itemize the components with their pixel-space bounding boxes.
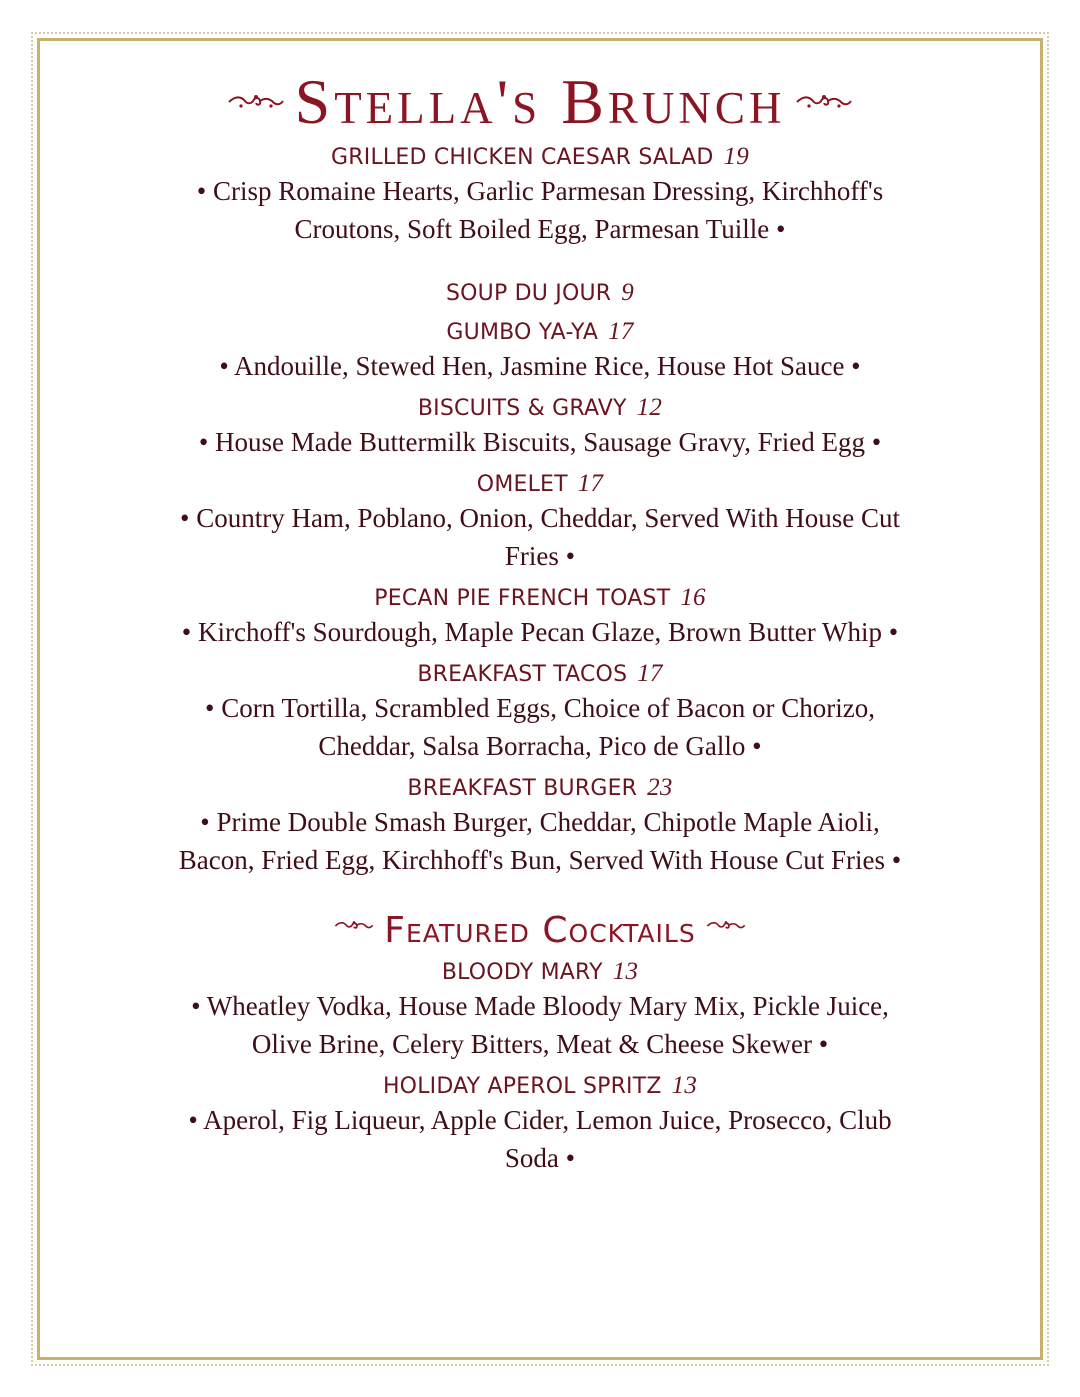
item-description: • Andouille, Stewed Hen, Jasmine Rice, House Hot Sauce • (219, 351, 861, 381)
item-price: 17 (637, 660, 663, 687)
item-heading (40, 583, 1040, 613)
menu-item (40, 393, 1040, 461)
item-heading (40, 142, 1040, 172)
menu-item (40, 317, 1040, 385)
menu-title (40, 62, 1040, 142)
cocktails-heading (40, 905, 1040, 957)
spacer (40, 308, 1040, 317)
item-description: • Crisp Romaine Hearts, Garlic Parmesan Dressing, Kirchhoff's Croutons, Soft Boiled Egg, Parmesan Tuille • (196, 176, 884, 244)
item-heading (40, 659, 1040, 689)
item-name: BLOODY MARY (441, 960, 603, 985)
menu-item (40, 659, 1040, 765)
item-price: 19 (723, 143, 749, 170)
item-description: • Wheatley Vodka, House Made Bloody Mary Mix, Pickle Juice, Olive Brine, Celery Bitters, Meat & Cheese Skewer • (191, 991, 889, 1059)
item-price: 12 (636, 394, 663, 421)
item-name: BREAKFAST TACOS (417, 662, 628, 687)
item-name: GUMBO YA-YA (446, 320, 599, 345)
item-description: • Country Ham, Poblano, Onion, Cheddar, Served With House Cut Fries • (180, 503, 900, 571)
item-description: • Aperol, Fig Liqueur, Apple Cider, Lemon Juice, Prosecco, Club Soda • (188, 1105, 892, 1173)
item-description: • Kirchoff's Sourdough, Maple Pecan Glaze, Brown Butter Whip • (181, 617, 899, 647)
menu-item (40, 278, 1040, 308)
flourish-ornament-icon (334, 919, 374, 933)
spacer (40, 256, 1040, 278)
item-name: PECAN PIE FRENCH TOAST (374, 586, 671, 611)
item-heading (40, 278, 1040, 308)
item-heading (40, 393, 1040, 423)
item-price: 13 (612, 958, 639, 985)
item-name: HOLIDAY APEROL SPRITZ (382, 1074, 662, 1099)
menu-item (40, 469, 1040, 575)
item-price: 13 (671, 1072, 698, 1099)
item-name: BREAKFAST BURGER (407, 776, 638, 801)
item-heading (40, 469, 1040, 499)
item-heading (40, 773, 1040, 803)
item-description: • Corn Tortilla, Scrambled Eggs, Choice of Bacon or Chorizo, Cheddar, Salsa Borracha, Pico de Gallo • (205, 693, 875, 761)
menu-item (40, 1071, 1040, 1177)
menu-item (40, 142, 1040, 248)
flourish-ornament-icon (795, 92, 853, 112)
item-price: 9 (621, 279, 634, 306)
menu-item (40, 583, 1040, 651)
restaurant-name: Stella's Brunch (294, 66, 786, 137)
item-name: OMELET (476, 472, 568, 497)
item-heading (40, 317, 1040, 347)
item-name: SOUP DU JOUR (446, 281, 612, 306)
menu-item (40, 957, 1040, 1063)
menu-item (40, 773, 1040, 879)
section-title: Featured Cocktails (384, 910, 696, 951)
item-price: 23 (647, 774, 673, 801)
item-price: 16 (680, 584, 706, 611)
flourish-ornament-icon (227, 92, 285, 112)
item-price: 17 (577, 470, 604, 497)
menu-page (40, 40, 1040, 1185)
item-name: BISCUITS & GRAVY (417, 396, 627, 421)
flourish-ornament-icon (706, 919, 746, 933)
item-description: • Prime Double Smash Burger, Cheddar, Chipotle Maple Aioli, Bacon, Fried Egg, Kirchhoff's Bun, Served With House Cut Fries • (178, 807, 902, 875)
item-heading (40, 1071, 1040, 1101)
item-price: 17 (608, 318, 634, 345)
item-description: • House Made Buttermilk Biscuits, Sausage Gravy, Fried Egg • (198, 427, 882, 457)
item-heading (40, 957, 1040, 987)
item-name: GRILLED CHICKEN CAESAR SALAD (331, 145, 714, 170)
